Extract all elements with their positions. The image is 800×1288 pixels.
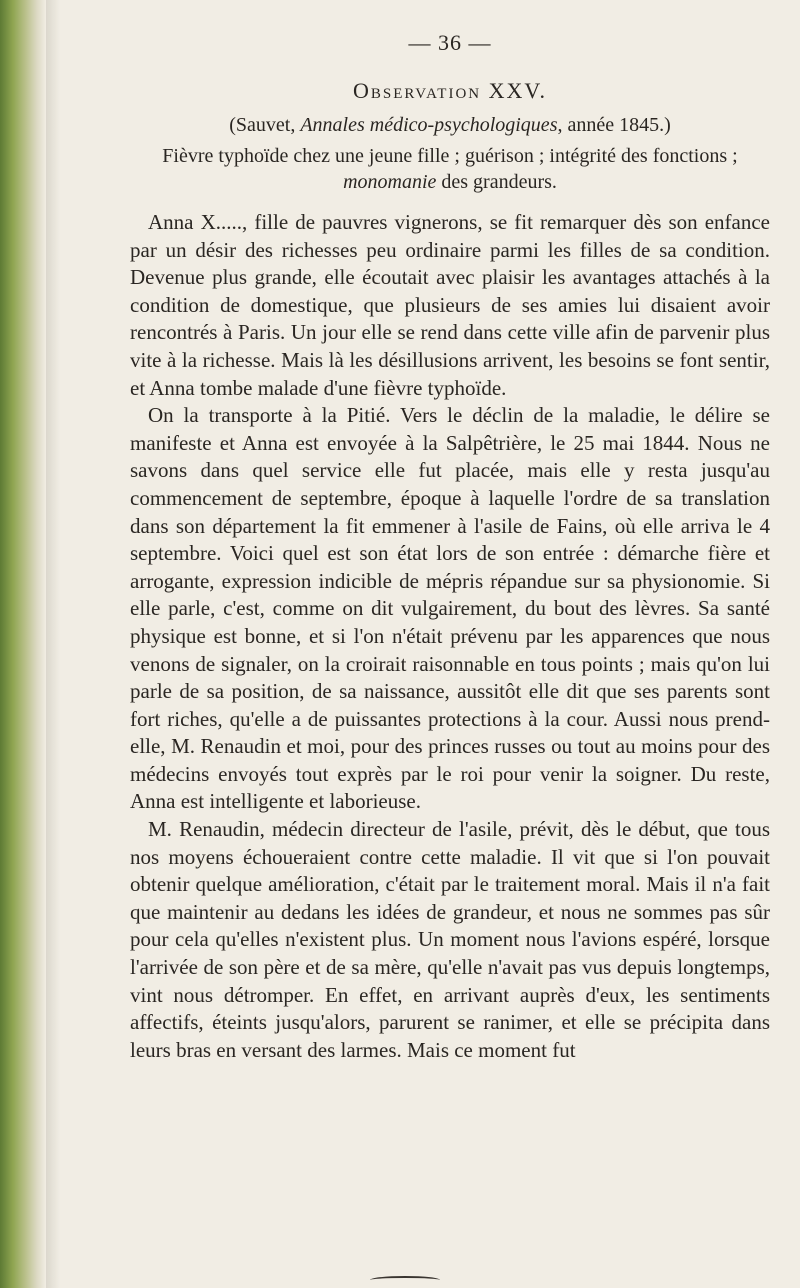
source-open: (Sauvet, (229, 114, 301, 136)
paragraph: M. Renaudin, médecin directeur de l'asile, prévit, dès le début, que tous nos moyens échoueraient contre cette maladie. Il vit que si l'on pouvait obtenir quelque amélioration, c'était par le traitement moral. Mais il n'a fait que maintenir au dedans les idées de grandeur, et nous ne sommes pas sûr pour cela qu'elles n'existent plus. Un moment nous l'avions espéré, lorsque l'arrivée de son père et de sa mère, qu'elle n'avait pas vus depuis longtemps, vint nous détromper. En effet, en arrivant auprès d'eux, les sentiments affectifs, éteints jusqu'alors, parurent se ranimer, et elle se précipita dans leurs bras en versant des larmes. Mais ce moment fut (130, 817, 770, 1062)
summary-italic: monomanie (343, 171, 437, 193)
gutter-shadow (46, 0, 60, 1288)
case-summary (130, 143, 770, 195)
summary-text: Fièvre typhoïde chez une jeune fille ; guérison ; intégrité des fonctions ; (162, 145, 738, 167)
page-number: — 36 — (408, 30, 492, 55)
book-binding-edge (0, 0, 46, 1288)
source-close: , année 1845.) (557, 114, 671, 136)
observation-title: Observation XXV. (353, 78, 547, 103)
source-journal: Annales médico-psychologiques (300, 114, 558, 136)
paragraph: On la transporte à la Pitié. Vers le déclin de la maladie, le délire se manifeste et Anna est envoyée à la Salpêtrière, le 25 mai 1844. Nous ne savons dans quel service elle fut placée, mais elle y resta jusqu'au commencement de septembre, époque à laquelle l'ordre de sa translation dans son département la fit emmener à l'asile de Fains, où elle arriva le 4 septembre. Voici quel est son état lors de son entrée : démarche fière et arrogante, expression indicible de mépris répandue sur sa physionomie. Si elle parle, c'est, comme on dit vulgairement, du bout des lèvres. Sa santé physique est bonne, et si l'on n'était prévenu par les apparences que nous venons de signaler, on la croirait raisonnable en tous points ; mais qu'on lui parle de sa position, de sa naissance, aussitôt elle dit que ses parents sont fort riches, qu'elle a de puissantes protections à la cour. Aussi nous prend-elle, M. Renaudin et moi, pour des princes russes ou tout au moins pour des médecins envoyés tout exprès par le roi pour venir la soigner. Du reste, Anna est intelligente et laborieuse. (130, 403, 770, 814)
body-text (130, 209, 770, 1064)
book-page (130, 30, 770, 1064)
summary-end: des grandeurs. (436, 171, 557, 193)
source-citation (130, 114, 770, 137)
page-bottom-mark (370, 1276, 440, 1284)
paragraph: Anna X....., fille de pauvres vignerons, se fit remarquer dès son enfance par un désir des richesses peu ordinaire parmi les filles de sa condition. Devenue plus grande, elle écoutait avec plaisir les avantages attachés à la condition de domestique, que plusieurs de ses amies lui disaient avoir rencontrés à Paris. Un jour elle se rend dans cette ville afin de parvenir plus vite à la richesse. Mais là les désillusions arrivent, les besoins se font sentir, et Anna tombe malade d'une fièvre typhoïde. (130, 210, 770, 400)
